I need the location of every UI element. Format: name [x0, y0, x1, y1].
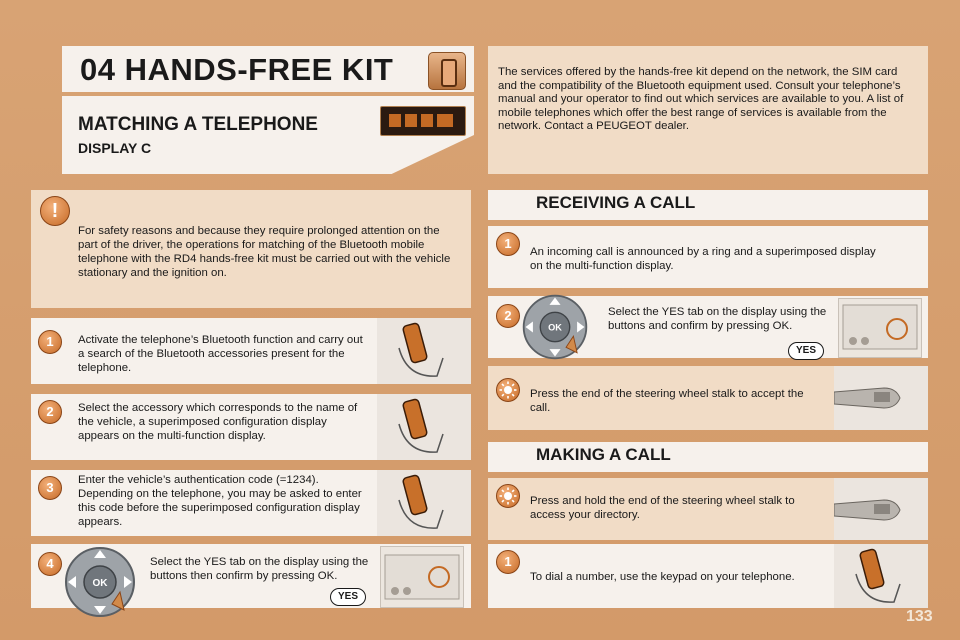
- making-step-directory-text: Press and hold the end of the steering wheel stalk to access your directory.: [530, 495, 795, 521]
- receiving-step-3-text: Press the end of the steering wheel stalk to accept the call.: [530, 388, 804, 414]
- phone-hand-image: [377, 394, 471, 460]
- warning-icon: !: [40, 196, 70, 226]
- page-number: 133: [906, 608, 933, 625]
- mobile-phone-icon: [428, 52, 466, 90]
- section-subtitle-display: DISPLAY C: [78, 140, 152, 156]
- phone-hand-image: [377, 318, 471, 384]
- making-step-1-text: To dial a number, use the keypad on your telephone.: [530, 571, 795, 583]
- yes-badge: YES: [788, 342, 824, 360]
- step-number-badge: 3: [38, 476, 62, 500]
- phone-hand-image: [377, 470, 471, 536]
- step-number-badge: 1: [496, 232, 520, 256]
- matching-step-4-text: Select the YES tab on the display using the buttons then confirm by pressing OK.: [150, 556, 369, 582]
- step-number-badge: 1: [38, 330, 62, 354]
- step-number-badge: 2: [38, 400, 62, 424]
- step-number-badge: 1: [496, 550, 520, 574]
- radio-unit-image: [380, 546, 464, 608]
- step-number-badge: 2: [496, 304, 520, 328]
- section-title-matching: MATCHING A TELEPHONE: [78, 114, 318, 135]
- ok-joystick-icon: [62, 544, 138, 620]
- sun-icon: [496, 484, 520, 508]
- steering-stalk-image: [834, 478, 928, 540]
- ok-joystick-icon: [520, 292, 590, 362]
- warning-text: For safety reasons and because they require prolonged attention on the part of the driver, the operations for matching of the Bluetooth mobile telephone with the RD4 hands-free kit must be carried out with the vehicle stationary and the ignition on.: [78, 225, 451, 279]
- yes-badge: YES: [330, 588, 366, 606]
- steering-stalk-image: [834, 366, 928, 430]
- matching-step-3-text: Enter the vehicle’s authentication code (=1234). Depending on the telephone, you may be asked to enter this code before the superimposed configuration display appears.: [78, 474, 362, 528]
- step-number-badge: 4: [38, 552, 62, 576]
- radio-unit-image: [838, 298, 922, 358]
- sun-icon: [496, 378, 520, 402]
- receiving-title: RECEIVING A CALL: [536, 193, 696, 212]
- intro-text: The services offered by the hands-free kit depend on the network, the SIM card and the compatibility of the Bluetooth equipment used. Consult your telephone’s manual and your operator to find out which services are available to you. A list of mobile telephones which offer the best range of services is available from the network. Contact a PEUGEOT dealer.: [498, 66, 904, 133]
- display-c-image: [380, 106, 466, 136]
- page-title: 04 HANDS-FREE KIT: [80, 52, 394, 87]
- matching-step-2-text: Select the accessory which corresponds to the name of the vehicle, a superimposed configuration display appears on the multi-function display.: [78, 402, 358, 442]
- ok-label: OK: [92, 578, 108, 589]
- phone-hand-image: [834, 544, 928, 608]
- receiving-step-2-text: Select the YES tab on the display using the buttons and confirm by pressing OK.: [608, 306, 827, 332]
- ok-label: OK: [548, 322, 562, 333]
- receiving-step-1-text: An incoming call is announced by a ring and a superimposed display on the multi-function display.: [530, 246, 876, 272]
- matching-step-1-text: Activate the telephone’s Bluetooth function and carry out a search of the Bluetooth accessories present for the telephone.: [78, 334, 363, 374]
- making-title: MAKING A CALL: [536, 445, 671, 464]
